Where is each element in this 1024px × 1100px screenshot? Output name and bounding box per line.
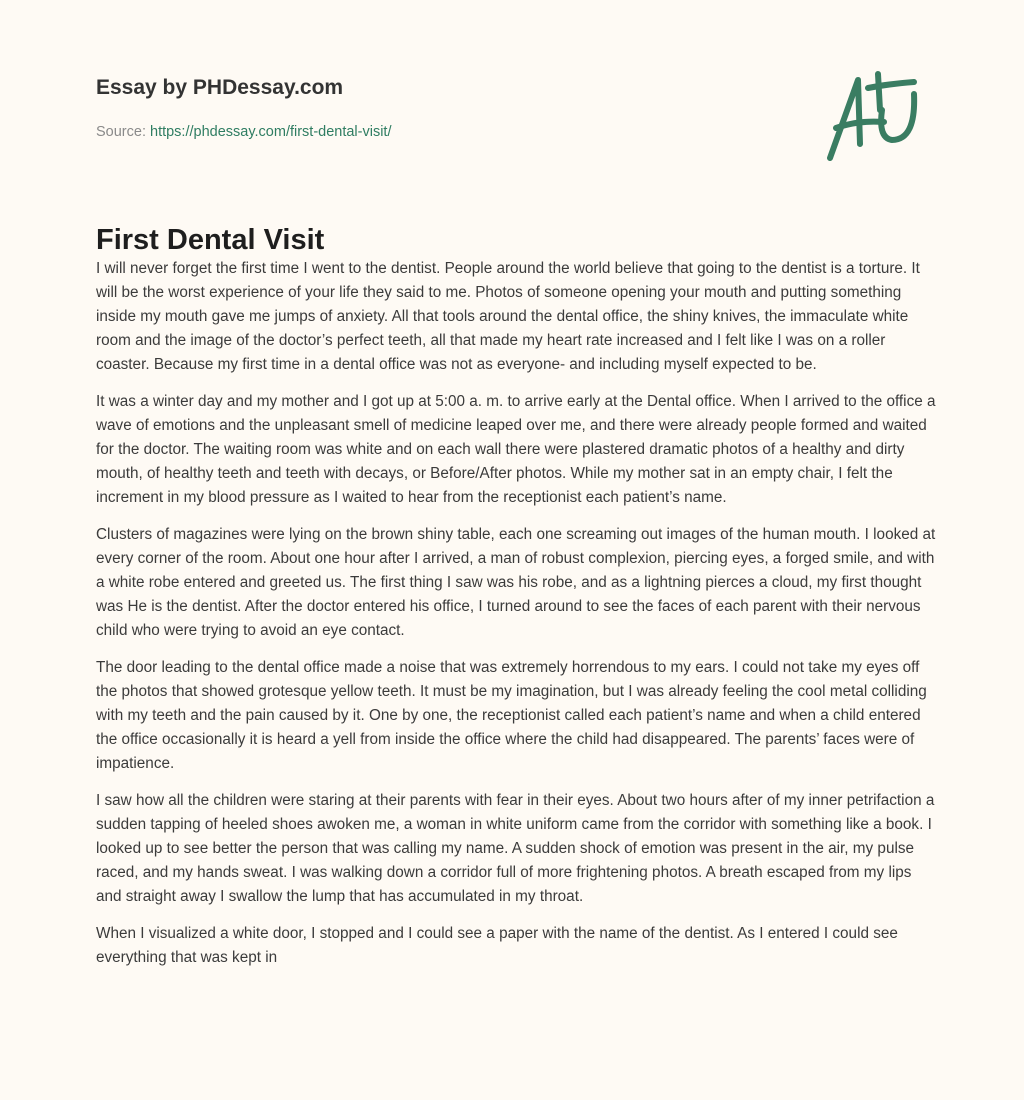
site-brand: Essay by PHDessay.com <box>96 76 344 99</box>
paragraph: I will never forget the first time I went to the dentist. People around the world believe that going to the dentist is a torture. It will be the worst experience of your life they said to me. Photos of someone opening your mouth and putting something inside my mouth gave me jumps of anxiety. All that tools around the dental office, the shiny knives, the immaculate white room and the image of the doctor’s perfect teeth, all that made my heart rate increased and I felt like I was on a roller coaster. Because my first time in a dental office was not as everyone- and including myself expected to be. <box>96 260 920 373</box>
paragraph: It was a winter day and my mother and I got up at 5:00 a. m. to arrive early at the Dental office. When I arrived to the office a wave of emotions and the unpleasant smell of medicine leaped over me, and there were already people formed and waited for the doctor. The waiting room was white and on each wall there were plastered dramatic photos of a healthy and dirty mouth, of healthy teeth and teeth with decays, or Before/After photos. While my mother sat in an empty chair, I felt the increment in my blood pressure as I waited to hear from the receptionist each patient’s name. <box>96 393 936 506</box>
paragraph: When I visualized a white door, I stopped and I could see a paper with the name of the dentist. As I entered I could see everything that was kept in <box>96 925 898 966</box>
paragraph: The door leading to the dental office made a noise that was extremely horrendous to my ears. I could not take my eyes off the photos that showed grotesque yellow teeth. It must be my imagination, but I was already feeling the cool metal colliding with my teeth and the pain caused by it. One by one, the receptionist called each patient’s name and when a child entered the office occasionally it is heard a yell from inside the office where the child had disappeared. The parents’ faces were of impatience. <box>96 659 927 772</box>
source-link[interactable]: https://phdessay.com/first-dental-visit/ <box>150 124 392 140</box>
page-title: First Dental Visit <box>96 224 325 256</box>
source-label: Source: <box>96 124 150 140</box>
paragraph: Clusters of magazines were lying on the brown shiny table, each one screaming out images of the human mouth. I looked at every corner of the room. About one hour after I arrived, a man of robust complexion, piercing eyes, a forged smile, and with a white robe entered and greeted us. The first thing I saw was his robe, and as a lightning pierces a cloud, my first thought was He is the dentist. After the doctor entered his office, I turned around to see the faces of each parent with their nervous child who were trying to avoid an eye contact. <box>96 526 936 639</box>
paragraph: I saw how all the children were staring at their parents with fear in their eyes. About two hours after of my inner petrifaction a sudden tapping of heeled shoes awoken me, a woman in white uniform came from the corridor with something like a book. I looked up to see better the person that was calling my name. A sudden shock of emotion was present in the air, my pulse raced, and my hands sweat. I was walking down a corridor full of more frightening photos. A breath escaped from my lips and straight away I swallow the lump that has accumulated in my throat. <box>96 792 935 905</box>
a-plus-logo-icon <box>818 66 928 166</box>
essay-body <box>96 257 936 983</box>
source-line <box>96 124 392 140</box>
